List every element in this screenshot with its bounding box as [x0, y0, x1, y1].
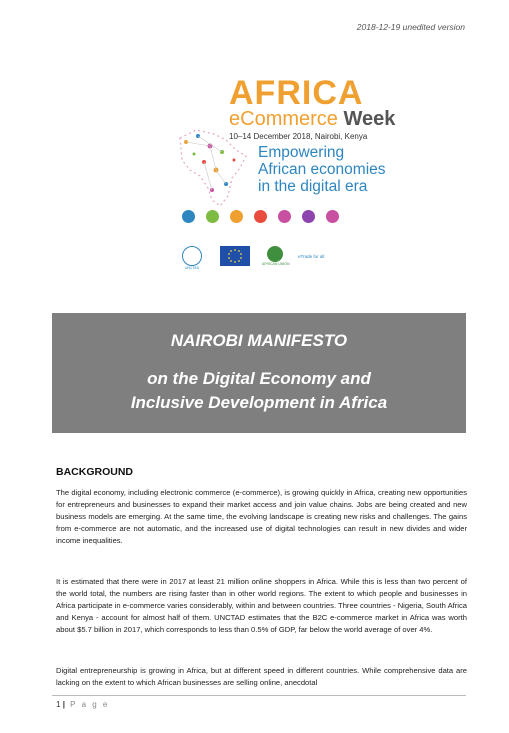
etrade-logo: eTrade for all: [298, 254, 325, 259]
people-icon: [302, 210, 315, 223]
paragraph-3: Digital entrepreneurship is growing in Africa, but at different speed in different countries. While comprehensive data are lacking on the extent to which African businesses are selling online, anecdotal: [56, 666, 467, 687]
page-footer: [56, 700, 109, 709]
cart-icon: [230, 210, 243, 223]
scale-icon: [278, 210, 291, 223]
page-number: 1: [56, 700, 61, 709]
title-banner: [52, 313, 466, 433]
week-label: Week: [337, 108, 396, 130]
ecommerce-week-title: [229, 108, 395, 131]
logo-area: [0, 0, 509, 300]
page-separator: |: [62, 700, 65, 709]
tagline-line-2: African economies: [258, 161, 386, 178]
tagline: [258, 144, 386, 195]
tagline-line-1: Empowering: [258, 144, 345, 161]
footer-divider: [52, 695, 466, 696]
network-icon: [206, 210, 219, 223]
banner-subtitle-line-1: on the Digital Economy and: [147, 369, 371, 388]
ecommerce-label: eCommerce: [229, 108, 338, 130]
africa-title: AFRICA: [229, 74, 364, 112]
tagline-line-3: in the digital era: [258, 178, 368, 195]
chart-icon: [254, 210, 267, 223]
paragraph-1: The digital economy, including electronic commerce (e-commerce), is growing quickly in Africa, creating new opportunities for entrepreneurs and businesses to expand their market access and join value chains. Jobs are being created and new business models are emerging. At the same time, the evolving landscape is creating new risks and challenges. The gains from e-commerce are not automatic, and the increased use of digital technologies can result in new divides and wider income inequalities.: [56, 488, 467, 545]
africa-map-icon: [0, 0, 509, 300]
globe-icon: [182, 210, 195, 223]
money-icon: [326, 210, 339, 223]
banner-title: NAIROBI MANIFESTO: [170, 331, 348, 350]
african-union-logo: [262, 246, 288, 266]
eu-flag-icon: [220, 246, 250, 266]
page-label: P a g e: [70, 700, 110, 709]
section-heading: BACKGROUND: [56, 466, 133, 478]
paragraph-2: It is estimated that there were in 2017 at least 21 million online shoppers in Africa. While this is less than two percent of the world total, the numbers are rising faster than in other world regions. The extent to which people and businesses in Africa participate in e-commerce varies considerably, within and between countries. Three countries - Nigeria, South Africa and Kenya - account for almost half of them. UNCTAD estimates that the B2C e-commerce market in Africa was worth about $5.7 billion in 2017, which corresponds to less than 0.5% of GDP, far below the world average of over 4%.: [56, 577, 467, 634]
version-label: 2018-12-19 unedited version: [356, 22, 465, 32]
un-label: UNCTAD: [184, 266, 200, 270]
event-date: 10–14 December 2018, Nairobi, Kenya: [229, 132, 368, 141]
banner-subtitle-line-2: Inclusive Development in Africa: [130, 393, 388, 412]
un-logo: [180, 246, 204, 270]
au-label: AFRICAN UNION: [262, 262, 290, 266]
